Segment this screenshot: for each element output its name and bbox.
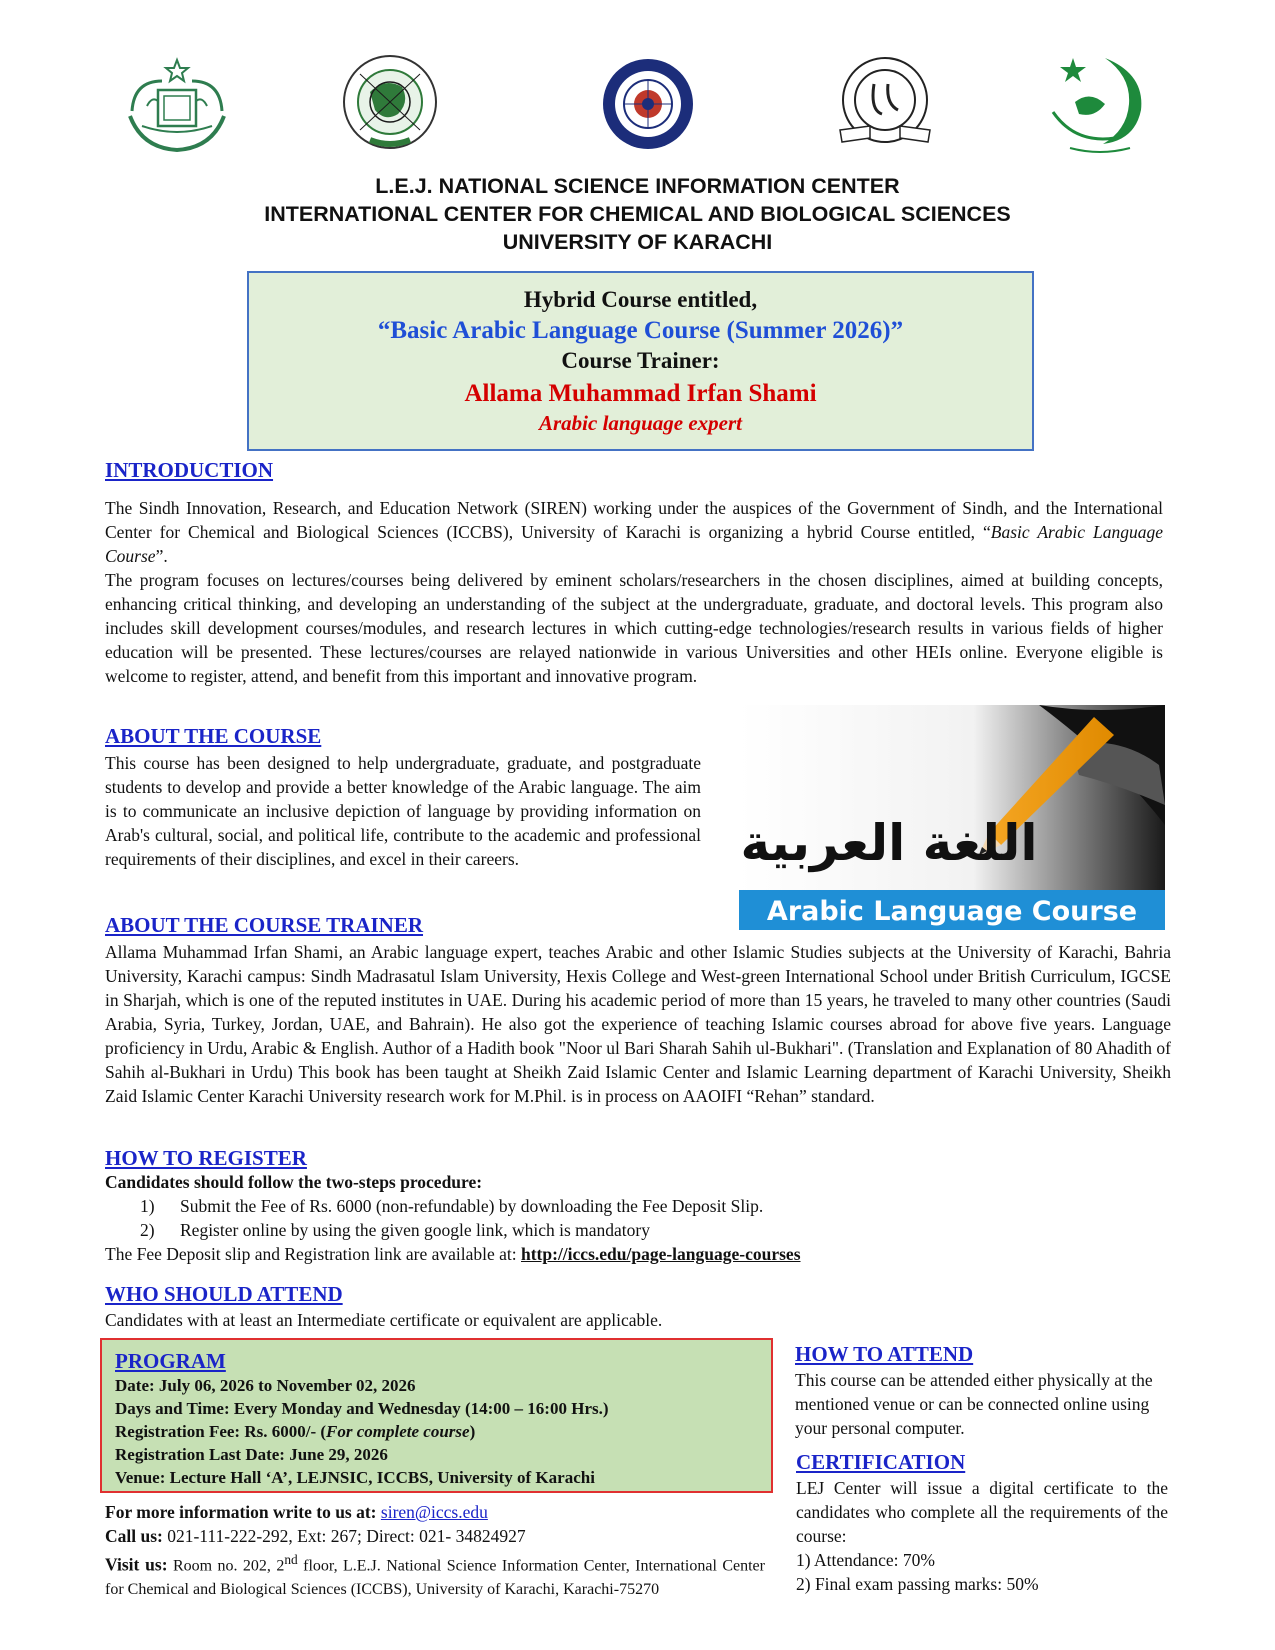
register-link-line: The Fee Deposit slip and Registration link are available at: http://iccs.edu/page-language-courses [105,1244,801,1264]
contact-call-line: Call us: 021-111-222-292, Ext: 267; Direct: 021- 34824927 [105,1526,526,1546]
contact-email-link[interactable]: siren@iccs.edu [380,1502,488,1522]
university-of-karachi-logo-icon [1045,52,1155,158]
register-steps [140,1194,763,1242]
who-text: Candidates with at least an Intermediate certificate or equivalent are applicable. [105,1310,663,1330]
arabic-calligraphy: اللغة العربية [740,814,1038,872]
program-box [100,1338,773,1493]
program-days: Days and Time: Every Monday and Wednesday (14:00 – 16:00 Hrs.) [115,1399,609,1418]
program-heading: PROGRAM [115,1349,226,1373]
iccbs-logo-icon [340,52,440,152]
about-course-text: This course has been designed to help undergraduate, graduate, and postgraduate students to develop and provide a better knowledge of the Arabic language. The aim is to communicate an inclusive depiction of language by providing information on Arab's cultural, social, and political life, contribute to the academic and professional requirements of their disciplines, and excel in their careers. [105,753,701,869]
intro-p1-b: ”. [155,546,168,566]
intro-p2: The program focuses on lectures/courses being delivered by eminent scholars/researchers in the chosen disciplines, aimed at building concepts, enhancing critical thinking, and developing an understanding of the subject at the undergraduate, graduate, and doctoral levels. This program also includes skill development courses/modules, and research lectures in which cutting-edge technologies/research results in various fields of higher education will be presented. These lectures/courses are relayed nationwide in various Universities and other HEIs online. Everyone eligible is welcome to register, attend, and benefit from this important and innovative program. [105,570,1163,686]
course-title: “Basic Arabic Language Course (Summer 2026)” [377,317,904,344]
program-fee: Registration Fee: Rs. 6000/- (For complete course) [115,1422,476,1441]
about-trainer-heading: ABOUT THE COURSE TRAINER [105,913,424,937]
header-line-1: L.E.J. NATIONAL SCIENCE INFORMATION CENTER [375,174,900,198]
title-intro: Hybrid Course entitled, [523,287,758,312]
contact-email-line: For more information write to us at: siren@iccs.edu [105,1502,488,1522]
program-date: Date: July 06, 2026 to November 02, 2026 [115,1376,416,1395]
attend-text: This course can be attended either physically at the mentioned venue or can be connected online using your personal computer. [795,1370,1153,1438]
trainer-label: Course Trainer: [561,348,720,373]
register-subheading: Candidates should follow the two-steps procedure: [105,1172,483,1192]
siren-logo-icon [600,56,696,152]
arabic-course-image [739,705,1165,930]
about-trainer-text: Allama Muhammad Irfan Shami, an Arabic language expert, teaches Arabic and other Islamic Studies subjects at the University of Karachi, Bahria University, Karachi campus: Sindh Madrasatul Islam University, Hexis College and West-green International School under British Curriculum, IGCSE in Sharjah, which is one of the reputed institutes in UAE. During his academic period of more than 15 years, he traveled to many other countries (Saudi Arabia, Syria, Turkey, Jordan, UAE, and Bahrain). He also got the experience of teaching Islamic courses abroad for above five years. Language proficiency in Urdu, Arabic & English. Author of a Hadith book "Noor ul Bari Sharah Sahih ul-Bukhari". (Translation and Explanation of 80 Ahadith of Sahih al-Bukhari in Urdu) This book has been taught at Sheikh Zaid Islamic Center and Islamic Learning department of Karachi University, Sheikh Zaid Islamic Center Karachi University research work for M.Phil. is in process on AAOIFI “Rehan” standard. [105,942,1171,1106]
certification-item-2: 2) Final exam passing marks: 50% [796,1574,1039,1594]
logo-row [110,52,1170,164]
program-last-date: Registration Last Date: June 29, 2026 [115,1445,388,1464]
registration-link[interactable]: http://iccs.edu/page-language-courses [521,1244,801,1264]
image-banner-text: Arabic Language Course [766,896,1138,927]
program-venue: Venue: Lecture Hall ‘A’, LEJNSIC, ICCBS, University of Karachi [115,1468,595,1487]
sindh-government-emblem-icon [122,56,232,156]
register-step-1: 1) Submit the Fee of Rs. 6000 (non-refundable) by downloading the Fee Deposit Slip. [140,1196,764,1216]
contact-info [105,1500,765,1602]
certification-heading: CERTIFICATION [796,1450,966,1474]
certification-item-1: 1) Attendance: 70% [796,1550,935,1570]
intro-p1-a: The Sindh Innovation, Research, and Education Network (SIREN) working under the auspices of the Government of Sindh, and the International Center for Chemical and Biological Sciences (ICCBS), University of Karachi is organizing a hybrid Course entitled, “ [105,498,1163,542]
register-heading: HOW TO REGISTER [105,1146,307,1170]
register-step-2: 2) Register online by using the given google link, which is mandatory [140,1220,650,1240]
trainer-role: Arabic language expert [539,411,742,435]
attend-heading: HOW TO ATTEND [795,1342,974,1366]
contact-visit-line: Visit us: Room no. 202, 2nd floor, L.E.J. National Science Information Center, International Center for Chemical and Biological Sciences (ICCBS), University of Karachi, Karachi-75270 [105,1552,765,1599]
lej-centre-logo-icon [830,54,940,154]
institution-header [0,172,1275,256]
introduction-text [105,496,1163,688]
certification-text: LEJ Center will issue a digital certificate to the candidates who complete all the requirements of the course: [796,1478,1168,1546]
trainer-name: Allama Muhammad Irfan Shami [464,380,817,407]
course-title-box [247,271,1034,451]
about-course-heading: ABOUT THE COURSE [105,724,322,748]
intro-p1-italic: Basic Arabic Language Course [105,522,1163,566]
introduction-heading: INTRODUCTION [105,458,274,482]
header-line-2: INTERNATIONAL CENTER FOR CHEMICAL AND BIOLOGICAL SCIENCES [264,202,1011,226]
who-heading: WHO SHOULD ATTEND [105,1282,343,1306]
header-line-3: UNIVERSITY OF KARACHI [502,230,773,254]
